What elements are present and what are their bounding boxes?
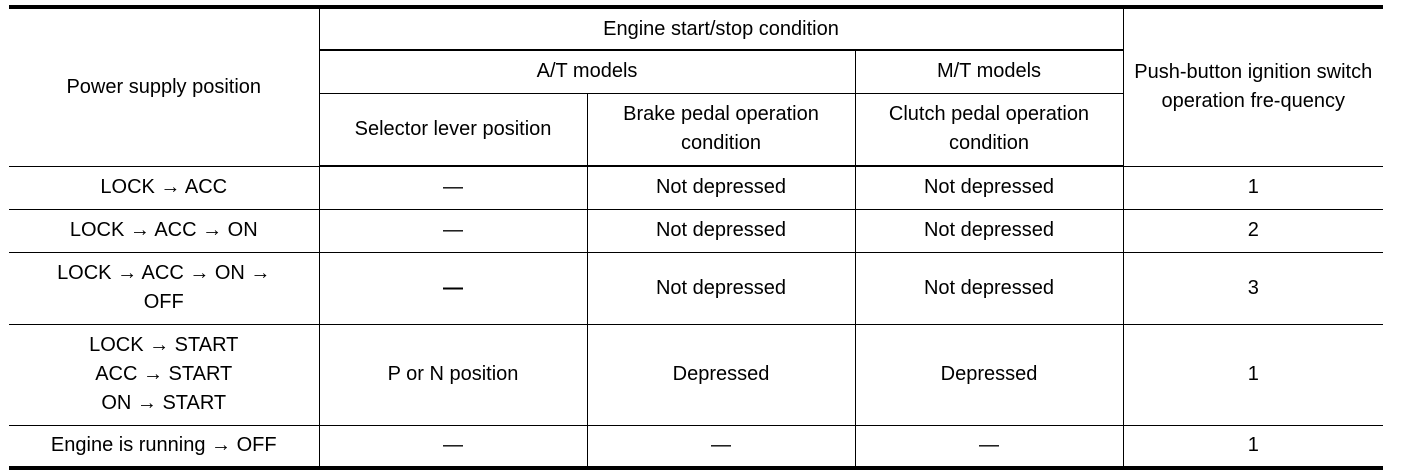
brake-pedal-cell: Depressed xyxy=(587,324,855,425)
frequency-cell: 1 xyxy=(1123,425,1383,468)
brake-pedal-cell: Not depressed xyxy=(587,209,855,252)
selector-lever-cell: — xyxy=(319,252,587,324)
frequency-cell: 1 xyxy=(1123,324,1383,425)
header-selector-lever-position: Selector lever position xyxy=(319,93,587,166)
header-engine-start-stop-condition: Engine start/stop condition xyxy=(319,7,1123,50)
clutch-pedal-cell: Not depressed xyxy=(855,166,1123,209)
power-supply-position-cell xyxy=(9,324,319,425)
selector-lever-cell: — xyxy=(319,425,587,468)
engine-start-stop-table xyxy=(9,5,1383,470)
position-line: LOCK → ACC → ON → xyxy=(57,262,271,284)
frequency-cell: 2 xyxy=(1123,209,1383,252)
selector-lever-cell: — xyxy=(319,166,587,209)
position-line: LOCK → ACC xyxy=(100,176,228,198)
position-line: Engine is running → OFF xyxy=(50,434,277,457)
selector-lever-cell: P or N position xyxy=(319,324,587,425)
header-at-models: A/T models xyxy=(319,50,855,93)
header-row-1 xyxy=(9,7,1383,50)
header-mt-models: M/T models xyxy=(855,50,1123,93)
position-line: LOCK → START xyxy=(89,334,239,356)
power-supply-position-cell xyxy=(9,166,319,209)
clutch-pedal-cell: Depressed xyxy=(855,324,1123,425)
table-row xyxy=(9,166,1383,209)
selector-lever-cell: — xyxy=(319,209,587,252)
frequency-cell: 1 xyxy=(1123,166,1383,209)
table-row xyxy=(9,425,1383,468)
power-supply-position-cell xyxy=(9,252,319,324)
clutch-pedal-cell: Not depressed xyxy=(855,252,1123,324)
header-brake-pedal-condition: Brake pedal operation condition xyxy=(587,93,855,166)
position-line: ACC → START xyxy=(95,363,233,385)
position-line: OFF xyxy=(143,291,184,313)
position-line: ON → START xyxy=(101,392,227,414)
frequency-cell: 3 xyxy=(1123,252,1383,324)
brake-pedal-cell: Not depressed xyxy=(587,166,855,209)
brake-pedal-cell: Not depressed xyxy=(587,252,855,324)
brake-pedal-cell: — xyxy=(587,425,855,468)
table-row xyxy=(9,324,1383,425)
header-power-supply-position: Power supply position xyxy=(9,7,319,166)
table-row xyxy=(9,252,1383,324)
clutch-pedal-cell: — xyxy=(855,425,1123,468)
header-clutch-pedal-condition: Clutch pedal operation condition xyxy=(855,93,1123,166)
power-supply-position-cell xyxy=(9,425,319,468)
header-push-button-frequency xyxy=(1123,7,1383,166)
clutch-pedal-cell: Not depressed xyxy=(855,209,1123,252)
header-push-button-frequency-text: Push-button ignition switch operation fre-quency xyxy=(1134,61,1373,113)
position-line: LOCK → ACC → ON xyxy=(69,219,258,241)
power-supply-position-cell xyxy=(9,209,319,252)
table-row xyxy=(9,209,1383,252)
